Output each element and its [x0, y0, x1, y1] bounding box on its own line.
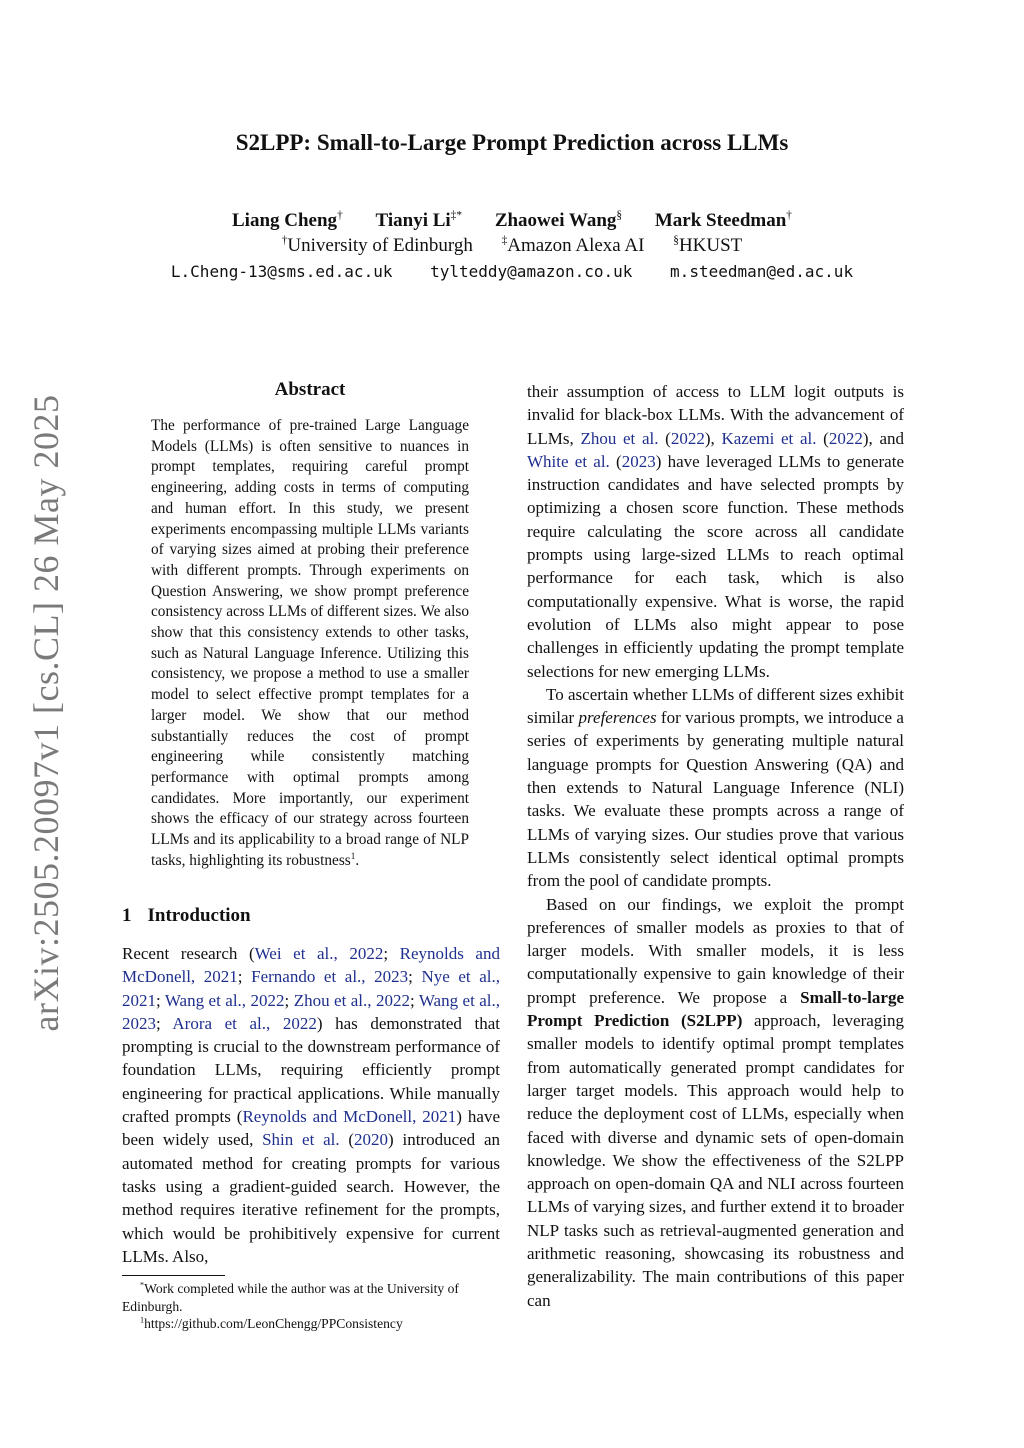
author-affiliation-mark: §: [616, 209, 623, 222]
abstract-heading: Abstract: [274, 379, 346, 400]
author-email[interactable]: tylteddy@amazon.co.uk: [430, 262, 633, 281]
text-run: ;: [156, 990, 165, 1010]
author-name: Zhaowei Wang: [494, 210, 617, 231]
text-run: ;: [409, 990, 419, 1010]
email-list: [0, 262, 1024, 281]
citation-link[interactable]: Zhou et al., 2022: [293, 990, 410, 1010]
text-run: (: [816, 428, 829, 448]
affiliation-mark: †: [281, 234, 288, 247]
author: [655, 210, 792, 231]
bold-term: Small-to-large Prompt Prediction (S2LPP): [527, 987, 904, 1031]
footnotes: [122, 1280, 500, 1333]
author: [376, 210, 463, 231]
author-email[interactable]: m.steedman@ed.ac.uk: [670, 262, 854, 281]
affiliation-name: Amazon Alexa AI: [507, 235, 645, 256]
footnote: [122, 1315, 500, 1333]
citation-link[interactable]: Arora et al., 2022: [172, 1013, 317, 1033]
text-run: ) introduced an automated method for creating prompts for various tasks using a gradient-guided search. However, the method requires iterative refinement for the prompts, which would be prohibitively expensive for current LLMs. Also,: [122, 1130, 500, 1266]
text-run: To ascertain whether LLMs of different sizes exhibit similar: [527, 684, 904, 728]
author-affiliation-mark: †: [786, 209, 792, 222]
text-run: for various prompts, we introduce a series of experiments by generating multiple natural language prompts for Question Answering (QA) and then extends to Natural Language Inference (NLI) tasks. We evaluate these prompts across a range of LLMs of varying sizes. Our studies prove that various LLMs consistently select identical optimal prompts from the pool of candidate prompts.: [527, 708, 904, 891]
abstract-body: [151, 416, 469, 871]
footnote-mark: *: [140, 1280, 145, 1290]
author-name: Mark Steedman: [654, 210, 787, 231]
footnote-link[interactable]: https://github.com/LeonChengg/PPConsistency: [144, 1316, 403, 1331]
citation-link[interactable]: Nye et al., 2021: [122, 967, 501, 1010]
footnote-divider: [122, 1275, 225, 1276]
footnote-text: Work completed while the author was at the University of Edinburgh.: [122, 1281, 459, 1314]
arxiv-identifier-stamp[interactable]: arXiv:2505.20097v1 [cs.CL] 26 May 2025: [26, 394, 66, 1032]
author-name: Tianyi Li: [375, 210, 451, 231]
section-heading-introduction: [122, 905, 500, 927]
affiliation: [502, 235, 645, 256]
paper-title: S2LPP: Small-to-Large Prompt Prediction across LLMs: [235, 130, 789, 155]
citation-link[interactable]: Wang et al., 2022: [164, 990, 285, 1010]
citation-link[interactable]: 2023: [621, 451, 656, 471]
text-run: approach, leveraging smaller models to identify optimal prompt templates from automatically generated prompt candidates for larger target models. This approach would help to reduce the deployment cost of LLMs, especially when faced with diverse and dynamic sets of open-domain knowledge. We show the effectiveness of the S2LPP approach on open-domain QA and NLI across fourteen LLMs of varying sizes, and further extend it to broader NLP tasks such as retrieval-augmented generation and arithmetic reasoning, showcasing its robustness and generalizability. The main contributions of this paper can: [527, 1011, 904, 1310]
text-run: ) have been widely used,: [122, 1107, 500, 1150]
text-run: (: [339, 1130, 355, 1150]
footnote: [122, 1280, 500, 1315]
affiliation-mark: ‡: [501, 234, 508, 247]
section-number: 1: [122, 905, 132, 926]
text-run: ) have leveraged LLMs to generate instruction candidates and have selected prompts by optimizing a chosen score function. These methods require calculating the score across all candidate prompts using large-sized LLMs to reach optimal performance for each task, which is also computationally expensive. What is worse, the rapid evolution of LLMs also might appear to pose challenges in efficiently updating the prompt template selections for new emerging LLMs.: [527, 451, 904, 681]
body-paragraph: [527, 683, 904, 893]
text-run: (: [609, 451, 622, 471]
text-run: (: [658, 428, 671, 448]
text-run: their assumption of access to LLM logit outputs is invalid for black-box LLMs. With the advancement of LLMs,: [527, 382, 904, 448]
body-paragraph: [527, 893, 904, 1312]
text-run: Based on our findings, we exploit the prompt preferences of smaller models as proxies to that of larger models. With smaller models, it is less computationally expensive to gain knowledge of their prompt preference. We propose a: [527, 894, 904, 1007]
author-affiliation-mark: †: [337, 209, 343, 222]
citation-link[interactable]: 2022: [670, 428, 705, 448]
author: [495, 210, 622, 231]
citation-link[interactable]: Reynolds and McDonell, 2021: [122, 944, 500, 987]
intro-paragraph: [122, 942, 500, 1268]
affiliation-list: [0, 235, 1024, 257]
text-run: ;: [237, 967, 252, 987]
author-list: [0, 210, 1024, 232]
affiliation-name: University of Edinburgh: [287, 235, 473, 256]
text-run: ;: [284, 990, 294, 1010]
right-column: [527, 380, 904, 1312]
abstract-text: The performance of pre-trained Large Language Models (LLMs) is often sensitive to nuances in prompt templates, requiring careful prompt engineering, adding costs in terms of computing and human effort. In this study, we present experiments encompassing multiple LLMs variants of varying sizes aimed at probing their preference with different prompts. Through experiments on Question Answering, we show prompt preference consistency across LLMs of different sizes. We also show that this consistency extends to other tasks, such as Natural Language Inference. Utilizing this consistency, we propose a method to use a smaller model to select effective prompt templates for a larger model. We show that our method substantially reduces the cost of prompt engineering while consistently matching performance with optimal prompts among candidates. More importantly, our experiment shows the efficacy of our strategy across fourteen LLMs and its applicability to a broad range of NLP tasks, highlighting its robustness: [151, 417, 469, 869]
text-run: Recent research (: [122, 944, 255, 963]
affiliation-mark: §: [673, 234, 679, 247]
citation-link[interactable]: 2020: [354, 1130, 389, 1150]
footnote-mark: 1: [140, 1315, 145, 1325]
author-name: Liang Cheng: [232, 210, 338, 231]
section-title: Introduction: [147, 905, 251, 926]
abstract-end: .: [355, 851, 360, 869]
text-run: ;: [156, 1013, 173, 1033]
citation-link[interactable]: Shin et al.: [262, 1130, 340, 1150]
citation-link[interactable]: Kazemi et al.: [721, 428, 817, 448]
citation-link[interactable]: Reynolds and McDonell, 2021: [242, 1107, 457, 1127]
affiliation-name: HKUST: [678, 235, 743, 256]
body-paragraph: [527, 380, 904, 683]
citation-link[interactable]: Zhou et al.: [580, 428, 659, 448]
text-run: ),: [704, 428, 722, 448]
citation-link[interactable]: 2022: [828, 428, 863, 448]
text-run: ) has demonstrated that prompting is crucial to the downstream performance of foundation LLMs, requiring efficiently prompt engineering for practical applications. While manually crafted prompts (: [122, 1013, 500, 1127]
text-run: ;: [383, 944, 400, 963]
emphasis: preferences: [578, 708, 657, 728]
citation-link[interactable]: White et al.: [527, 451, 610, 471]
author-email[interactable]: L.Cheng-13@sms.ed.ac.uk: [170, 262, 393, 281]
citation-link[interactable]: Wang et al., 2023: [122, 990, 501, 1033]
citation-link[interactable]: Fernando et al., 2023: [251, 967, 409, 987]
footnote-reference[interactable]: 1: [350, 850, 356, 861]
citation-link[interactable]: Wei et al., 2022: [254, 944, 384, 963]
text-run: ;: [408, 967, 422, 987]
affiliation: [673, 235, 742, 256]
author-affiliation-mark: ‡*: [450, 209, 463, 222]
author: [232, 210, 343, 231]
text-run: ), and: [862, 428, 904, 448]
affiliation: [282, 235, 473, 256]
